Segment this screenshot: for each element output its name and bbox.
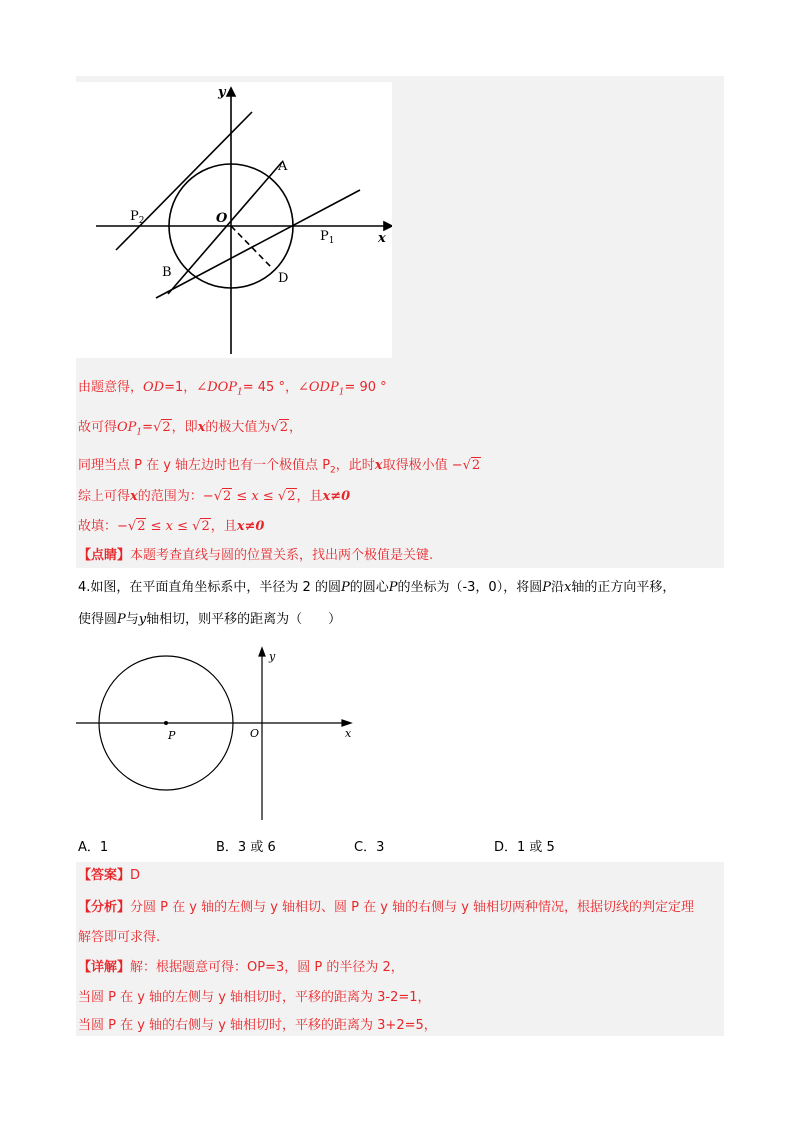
answer-line: 【答案】D [78,868,141,883]
x-axis-2-arrow [342,720,351,726]
figure-circle-p [70,642,370,824]
label-o-2: O [250,727,260,740]
label-p1: $P_1$ [320,229,335,246]
line-through-origin [168,162,282,294]
y-axis-2-arrow [259,648,265,656]
answer-background [76,862,724,1036]
detail-line-1: 【详解】解：根据题意可得：OP=3，圆 P 的半径为 2， [78,960,404,975]
figure-circle-tangent-lines [76,82,392,358]
option-b: B．3 或 6 [216,840,276,855]
option-c: C．3 [354,840,385,855]
x-axis-arrow [384,222,392,230]
detail-line-3: 当圆 P 在 y 轴的右侧与 y 轴相切时，平移的距离为 3+2=5， [78,1018,437,1033]
option-d: D．1 或 5 [494,840,555,855]
label-x-2: x [345,727,352,740]
label-a: A [278,159,288,174]
solution-line-1: 由题意得，OD=1，$\angle DOP_1= 45$ °，$\angle ODP_1= 90$ ° [78,380,387,398]
solution-line-6: 【点睛】本题考查直线与圆的位置关系，找出两个极值是关键. [78,548,434,563]
y-axis-arrow [227,88,235,96]
analysis-line-1: 【分析】分圆 P 在 y 轴的左侧与 y 轴相切、圆 P 在 y 轴的右侧与 y 轴相切两种情况，根据切线的判定定理 [78,900,695,915]
label-p2: $P_2$ [130,209,145,226]
label-o: O [216,211,228,226]
option-a: A．1 [78,840,109,855]
label-d: D [278,271,289,286]
label-y: y [218,85,226,100]
question-4-line-2: 使得圆P与y轴相切，则平移的距离为（ ） [78,612,342,627]
label-x: x [378,231,386,246]
center-p-dot [164,721,168,725]
solution-line-4: 综上可得x的范围为：−√2 ≤ x ≤ √2，且x≠0 [78,489,351,504]
label-b: B [162,265,172,280]
solution-line-2: 故可得$OP_1=√2$，即x的极大值为√2， [78,420,303,438]
label-y-2: y [269,650,276,663]
analysis-line-2: 解答即可求得. [78,930,161,945]
solution-line-5: 故填：−√2 ≤ x ≤ √2，且x≠0 [78,519,265,534]
question-4-line-1: 4.如图，在平面直角坐标系中，半径为 2 的圆P的圆心P的坐标为（-3，0），将圆P沿x轴的正方向平移， [78,580,676,595]
detail-line-2: 当圆 P 在 y 轴的左侧与 y 轴相切时，平移的距离为 3-2=1， [78,990,431,1005]
label-p-2: P [168,729,176,742]
solution-line-3: 同理当点 P 在 y 轴左边时也有一个极值点 $P_2$，此时x取得极小值 −√2 [78,458,481,476]
